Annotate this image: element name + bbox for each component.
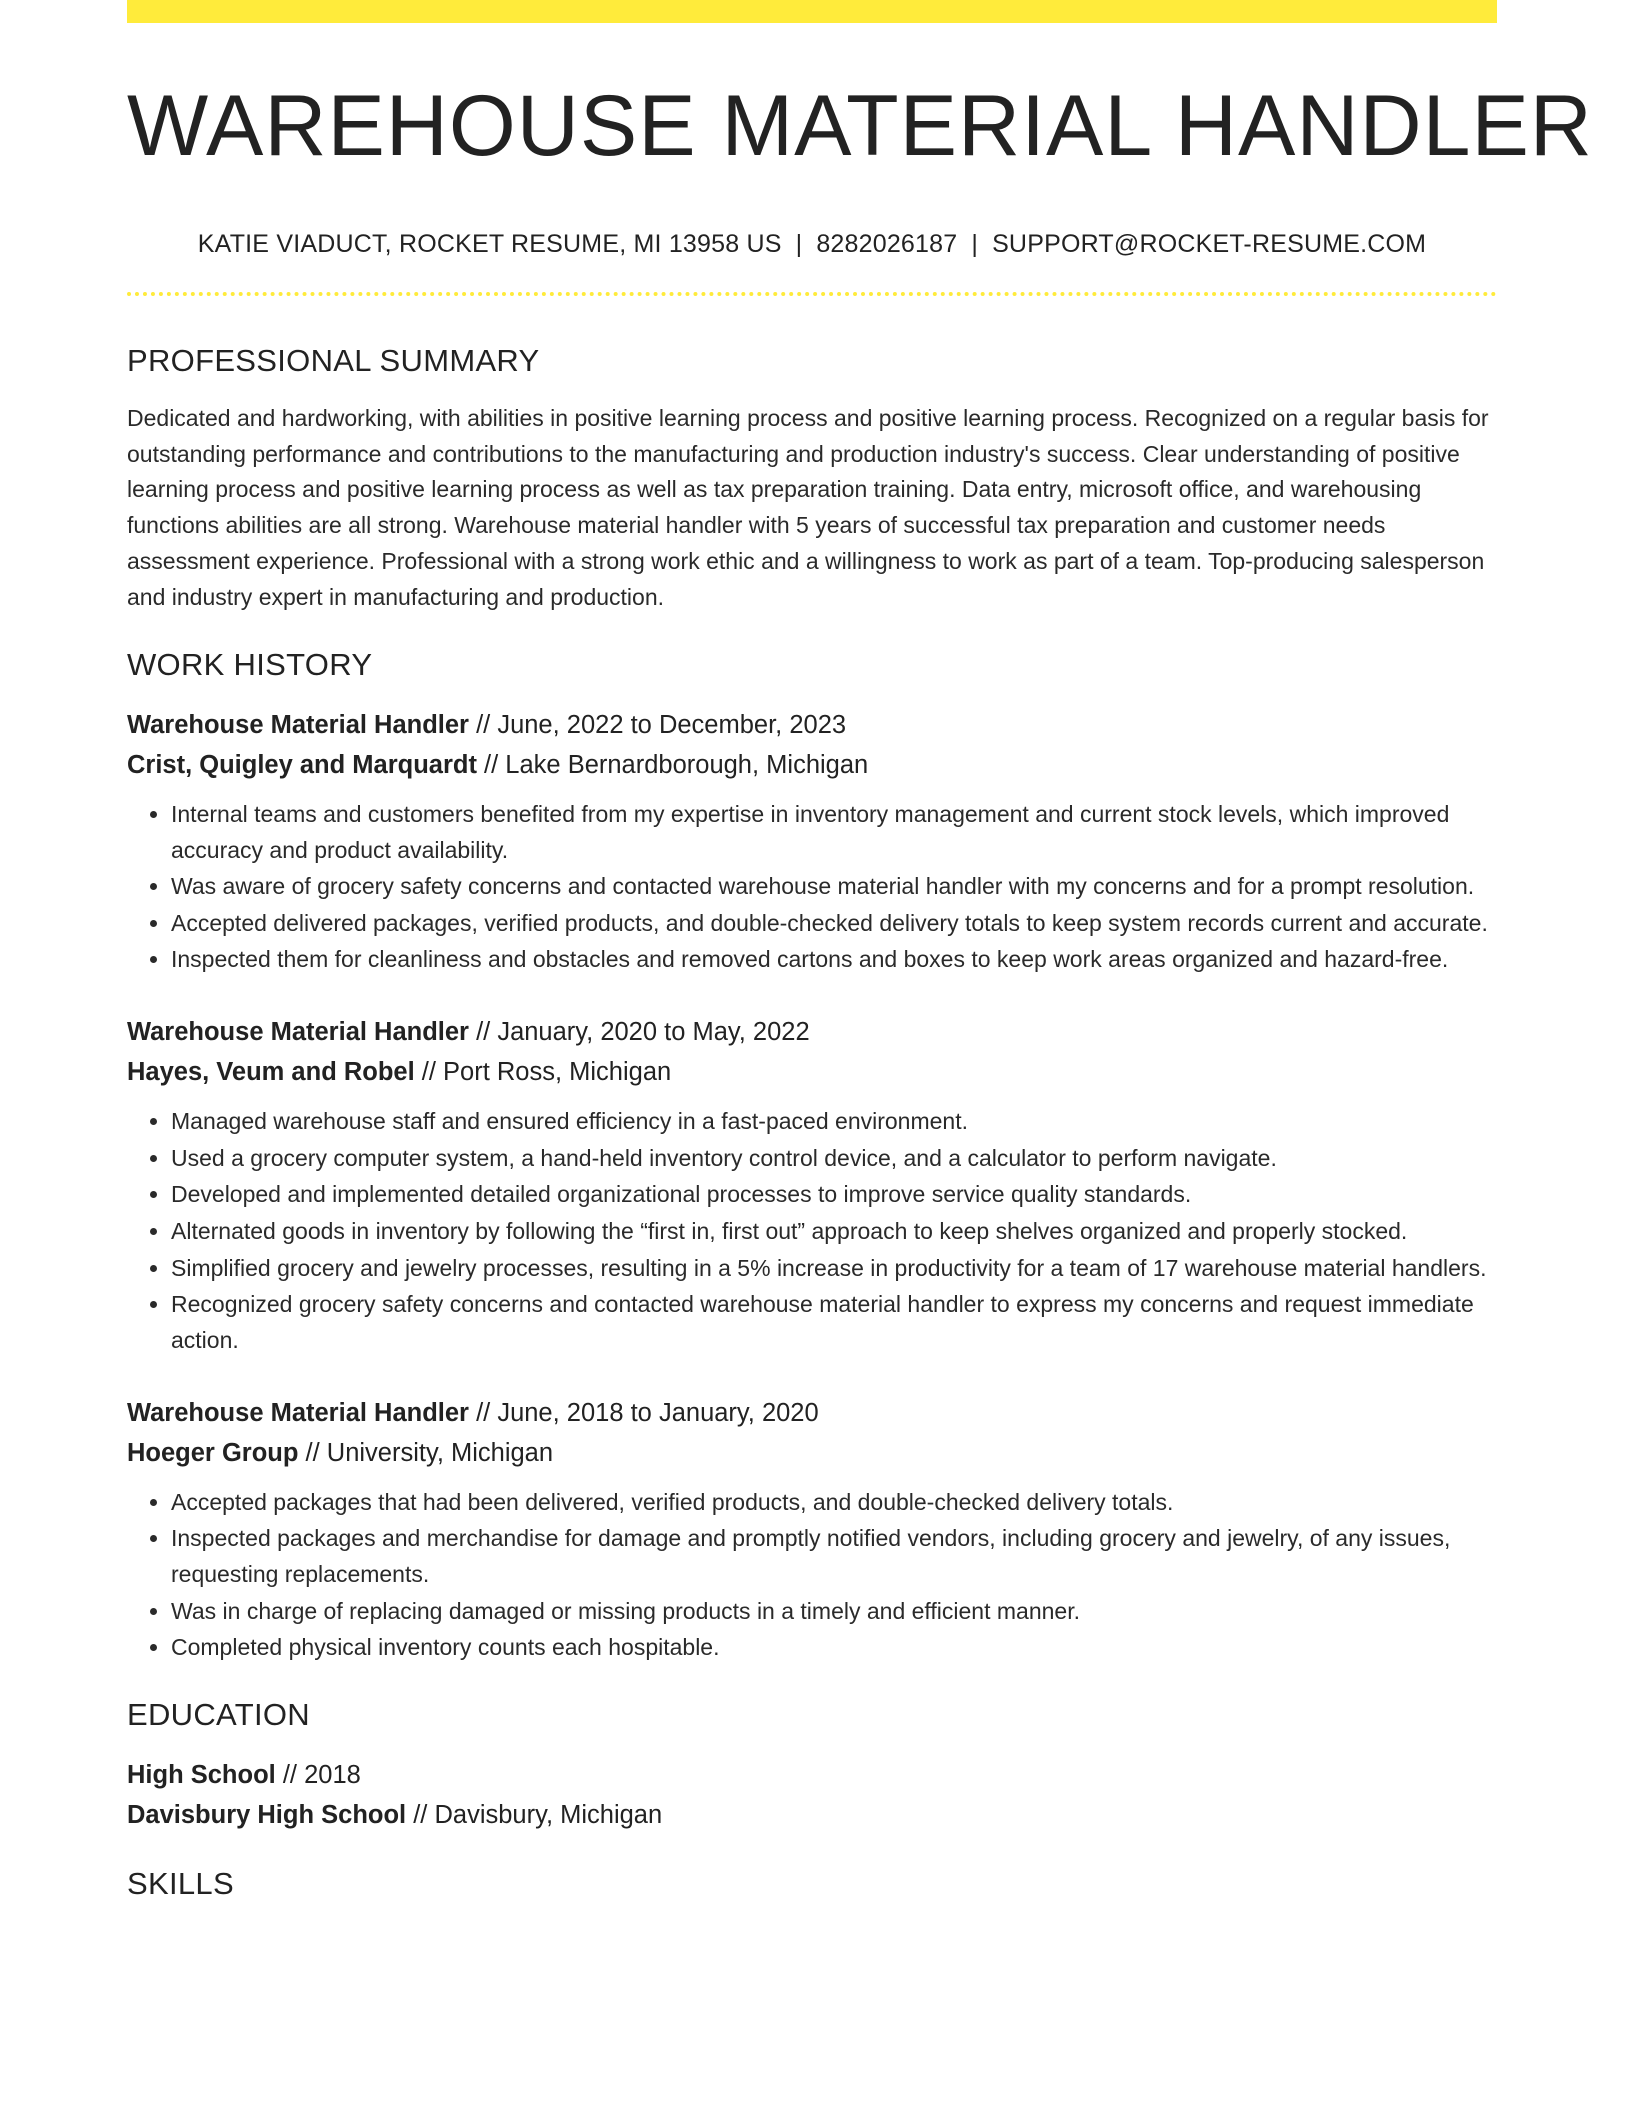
job-company: Hoeger Group — [127, 1438, 299, 1467]
job-bullet: • Developed and implemented detailed organizational processes to improve service quality standards. — [171, 1177, 1497, 1213]
summary-text: Dedicated and hardworking, with abilities in positive learning process and positive learning process. Recognized on a regular basis for outstanding performance and contributions to the manufacturing and production industry's success. Clear understanding of positive learning process and positive learning process as well as tax preparation training. Data entry, microsoft office, and warehousing functions abilities are all strong. Warehouse material handler with 5 years of successful tax preparation and customer needs assessment experience. Professional with a strong work ethic and a willingness to work as part of a team. Top-producing salesperson and industry expert in manufacturing and production. — [127, 404, 1489, 610]
contact-phone: 8282026187 — [816, 229, 958, 258]
job-title: Warehouse Material Handler — [127, 1398, 469, 1427]
job-bullet: • Internal teams and customers benefited from my expertise in inventory management and current stock levels, which improved accuracy and product availability. — [171, 797, 1497, 869]
job-bullet: • Was in charge of replacing damaged or missing products in a timely and efficient manner. — [171, 1594, 1497, 1630]
job-bullet: • Inspected packages and merchandise for damage and promptly notified vendors, including grocery and jewelry, of any issues, requesting replacements. — [171, 1521, 1497, 1593]
job-bullets — [127, 1485, 1497, 1666]
education-entry — [127, 1755, 1497, 1835]
job-bullet: • Completed physical inventory counts each hospitable. — [171, 1630, 1497, 1666]
job-location: // Lake Bernardborough, Michigan — [476, 750, 869, 779]
job-company: Crist, Quigley and Marquardt — [127, 750, 477, 779]
job-entry-1 — [127, 705, 1497, 978]
job-dates: // January, 2020 to May, 2022 — [468, 1018, 810, 1047]
education-degree-line — [127, 1755, 1497, 1795]
job-title-line — [127, 1012, 1497, 1052]
education-year: // 2018 — [275, 1761, 361, 1790]
resume-content — [127, 23, 1593, 1902]
job-title: Warehouse Material Handler — [127, 1018, 469, 1047]
job-company: Hayes, Veum and Robel — [127, 1058, 415, 1087]
summary-heading: PROFESSIONAL SUMMARY — [127, 342, 540, 378]
dotted-divider — [127, 292, 1497, 296]
skills-heading: SKILLS — [127, 1866, 234, 1902]
job-bullet: • Was aware of grocery safety concerns and contacted warehouse material handler with my concerns and for a prompt resolution. — [171, 869, 1497, 905]
job-company-line — [127, 745, 1497, 785]
contact-email: SUPPORT@ROCKET-RESUME.COM — [992, 229, 1427, 258]
job-entry-2 — [127, 1012, 1497, 1359]
education-location: // Davisbury, Michigan — [406, 1801, 663, 1830]
work-history-heading: WORK HISTORY — [127, 646, 373, 682]
job-title: Warehouse Material Handler — [127, 710, 469, 739]
job-bullets — [127, 797, 1497, 978]
accent-top-bar — [127, 0, 1497, 23]
job-bullet: • Simplified grocery and jewelry processes, resulting in a 5% increase in productivity for a team of 17 warehouse material handlers. — [171, 1251, 1497, 1287]
job-location: // Port Ross, Michigan — [414, 1058, 672, 1087]
job-bullets — [127, 1104, 1497, 1359]
job-bullet: • Managed warehouse staff and ensured efficiency in a fast-paced environment. — [171, 1104, 1497, 1140]
resume-title: WAREHOUSE MATERIAL HANDLER — [127, 78, 1593, 174]
contact-separator: | — [795, 229, 803, 258]
contact-address: KATIE VIADUCT, ROCKET RESUME, MI 13958 US — [197, 229, 782, 258]
job-title-line — [127, 705, 1497, 745]
contact-separator: | — [971, 229, 979, 258]
job-bullet: • Accepted packages that had been delivered, verified products, and double-checked delivery totals. — [171, 1485, 1497, 1521]
job-bullet: • Inspected them for cleanliness and obstacles and removed cartons and boxes to keep work areas organized and hazard-free. — [171, 942, 1497, 978]
education-heading: EDUCATION — [127, 1697, 310, 1733]
job-bullet: • Recognized grocery safety concerns and contacted warehouse material handler to express my concerns and request immediate action. — [171, 1287, 1497, 1359]
education-school-line — [127, 1795, 1497, 1835]
job-company-line — [127, 1052, 1497, 1092]
job-bullet: • Alternated goods in inventory by following the “first in, first out” approach to keep shelves organized and properly stocked. — [171, 1214, 1497, 1250]
contact-line — [127, 230, 1497, 259]
job-dates: // June, 2022 to December, 2023 — [468, 710, 847, 739]
job-dates: // June, 2018 to January, 2020 — [468, 1398, 819, 1427]
job-location: // University, Michigan — [298, 1438, 554, 1467]
job-title-line — [127, 1393, 1497, 1433]
job-entry-3 — [127, 1393, 1497, 1666]
education-degree: High School — [127, 1761, 276, 1790]
job-company-line — [127, 1433, 1497, 1473]
job-bullet: • Accepted delivered packages, verified products, and double-checked delivery totals to keep system records current and accurate. — [171, 906, 1497, 942]
education-school: Davisbury High School — [127, 1801, 407, 1830]
job-bullet: • Used a grocery computer system, a hand-held inventory control device, and a calculator to perform navigate. — [171, 1141, 1497, 1177]
